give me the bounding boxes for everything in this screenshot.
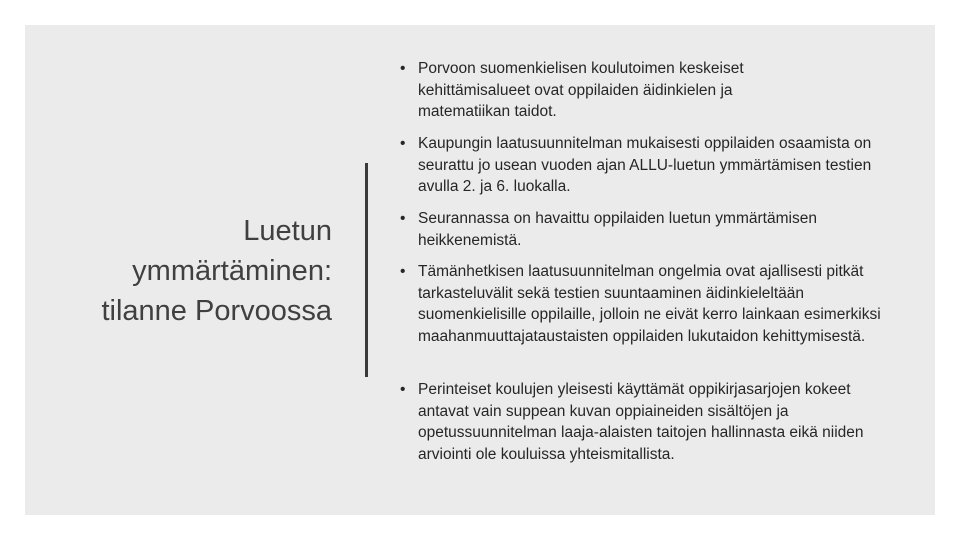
bullet-text: Tämänhetkisen laatusuunnitelman ongelmia ovat ajallisesti pitkät tarkasteluvälit sekä testien suuntaaminen äidinkieleltään suomenkielisille oppilaille, jolloin ne eivät kerro lainkaan esimerkiksi maahanmuuttajataustaisten oppilaiden lukutaidon kehittymisestä. — [418, 263, 881, 345]
bullet-text: Seurannassa on havaittu oppilaiden luetun ymmärtämisen heikkenemistä. — [418, 210, 817, 249]
bullet-text: Kaupungin laatusuunnitelman mukaisesti oppilaiden osaamista on seurattu jo usean vuoden ajan ALLU-luetun ymmärtämisen testien avulla 2. ja 6. luokalla. — [418, 135, 872, 195]
bullet-icon: • — [400, 381, 406, 398]
bullet-item — [400, 208, 900, 251]
bullet-item — [400, 58, 800, 123]
title-line: ymmärtäminen: — [132, 255, 332, 287]
vertical-divider — [365, 163, 368, 377]
bullet-item — [400, 379, 905, 465]
bullet-icon: • — [400, 210, 406, 227]
bullet-text: Porvoon suomenkielisen koulutoimen keskeiset kehittämisalueet ovat oppilaiden äidinkielen ja matematiikan taidot. — [418, 60, 744, 120]
bullet-text: Perinteiset koulujen yleisesti käyttämät oppikirjasarjojen kokeet antavat vain suppean kuvan oppiaineiden sisältöjen ja opetussuunnitelman laaja-alaisten taitojen hallinnasta eikä niiden arviointi ole kouluissa yhteismitallista. — [418, 381, 864, 463]
bullet-icon: • — [400, 263, 406, 280]
bullet-icon: • — [400, 60, 406, 77]
slide-title — [32, 211, 332, 331]
bullet-item — [400, 133, 890, 198]
bullet-icon: • — [400, 135, 406, 152]
title-line: Luetun — [243, 215, 332, 247]
bullet-item — [400, 261, 900, 347]
title-line: tilanne Porvoossa — [101, 295, 332, 327]
